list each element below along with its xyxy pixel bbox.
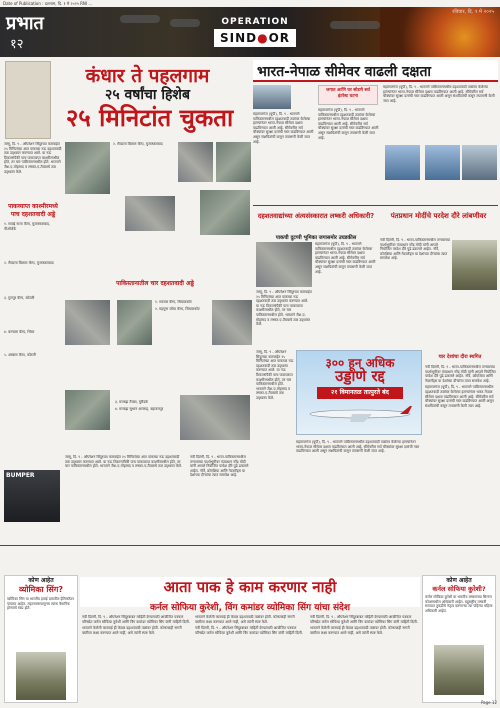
- flight-headline: [305, 357, 415, 383]
- lead-headline-line2: २५ वर्षांचा हिशेब: [105, 87, 190, 103]
- indo-nepal-headline: भारत-नेपाळ सीमेवर वाढली दक्षता: [253, 60, 498, 82]
- flight-body-text: जम्मू, दि. ९ - ऑपरेशन सिंदूरच्या कारवाईत २५ मिनिटांच्या आत पाकच्या नऊ दहशतवादी तळ उद्ध्वस्त करण्यात आले. या नऊ ठिकाणांपैकी पाच पाकव्याप्त काश्मीरमधील होते, तर चार पाकिस्तानमधील होते. भारताने जैश-ए-मोहम्मद व लष्कर-ए-तैयबाचे तळ उद्ध्वस्त केले.: [256, 350, 294, 400]
- list-item: १. सरजल कॅम्प, सियालकोट: [155, 300, 192, 304]
- sofia-box: [422, 575, 496, 703]
- operation-label: OPERATION: [221, 17, 289, 27]
- funeral-body-2: [256, 290, 312, 345]
- bottom-body-3: [310, 615, 418, 697]
- pm-body-2: [425, 365, 497, 515]
- page-footer: Page 12: [480, 700, 497, 705]
- camp-caption: [113, 142, 173, 194]
- list-item: ५. अब्बास कॅम्प, कोटली: [4, 352, 36, 357]
- list-item: ४. मरकझ सुभान अल्लाह, बहावलपूर: [115, 406, 164, 411]
- funeral-headline: दहशतवाद्यांच्या अंत्यसंस्कारात लष्करी अधिकारी?: [257, 212, 375, 220]
- flight-cancellation-graphic: [296, 350, 422, 435]
- list-item: १. सवाई नाला कॅम्प, मुजफ्फराबाद, पीओजेके: [4, 222, 51, 231]
- bumper-photo: [4, 470, 60, 522]
- satellite-photo: [180, 395, 250, 440]
- list-item: ३. मरकझ तैयबा, मुरीदके: [115, 400, 149, 404]
- pm-body-text: नवी दिल्ली, दि. ९ - भारत-पाकिस्तानमधील तणावाच्या पार्श्वभूमीवर पंतप्रधान नरेंद्र मोदी यांनी आपले नियोजित परदेश दौरे पुढे ढकलले आहेत. नॉर्वे, क्रोएशिया आणि नेदरलँड्स या देशांच्या दौऱ्यांचा त्यात समावेश आहे.: [380, 238, 450, 261]
- soldiers-photo: [253, 85, 291, 109]
- pok-section-title: पाकव्याप्त काश्मीरमध्ये पाच दहशतवादी अड्डे: [8, 203, 58, 218]
- jet-photo: [425, 145, 460, 180]
- bottom-body-text-1: नवी दिल्ली, दि. ९ - ऑपरेशन सिंदूरबाबत माहिती देण्यासाठी आयोजित पत्रकार परिषदेत कर्नल सोफिया कुरेशी आणि विंग कमांडर व्योमिका सिंग यांनी माहिती दिली.: [82, 615, 190, 624]
- pm-photo: [452, 240, 497, 290]
- publication-meta: Date of Publication : दशनाम, दि. १ मे २०२५ RNI ...: [3, 1, 93, 6]
- sofia-photo: [434, 645, 484, 695]
- vyomika-body-text: व्योमिका सिंग या भारतीय हवाई दलातील हेलिकॉप्टर पायलट आहेत. लहानपणापासूनच त्यांना वैमानिक होण्याचे स्वप्न होते.: [7, 597, 74, 611]
- lead-body-text: जम्मू, दि. ९ - ऑपरेशन सिंदूरच्या कारवाईत २५ मिनिटांच्या आत पाकच्या नऊ दहशतवादी तळ उद्ध्वस्त करण्यात आले. या नऊ ठिकाणांपैकी पाच पाकव्याप्त काश्मीरमधील होते, तर चार पाकिस्तानमधील होते. भारताने जैश-ए-मोहम्मद व लष्कर-ए-तैयबाचे तळ उद्ध्वस्त केले.: [4, 142, 62, 174]
- satellite-photo: [65, 142, 110, 194]
- funeral-subhead: पाकची दुटप्पी भूमिका जगासमोर उघडकीस: [275, 235, 357, 241]
- bottom-subheadline: कर्नल सोफिया कुरेशी, विंग कमांडर व्योमिका सिंग यांचा संदेश: [150, 603, 350, 613]
- bottom-body-text-2b: नवी दिल्ली, दि. ९ - ऑपरेशन सिंदूरबाबत माहिती देण्यासाठी आयोजित पत्रकार परिषदेत कर्नल सोफिया कुरेशी आणि विंग कमांडर व्योमिका सिंग यांनी माहिती दिली.: [195, 626, 303, 635]
- bottom-body-text-1b: भारताने केलेली कारवाई ही केवळ दहशतवादी तळांवर होती. कोणत्याही नागरी वस्तीला लक्ष्य करण्यात आले नाही, असे त्यांनी स्पष्ट केले.: [82, 626, 182, 635]
- pakistan-section-title: पाकिस्तानातील चार दहशतवादी अड्डे: [116, 280, 194, 287]
- sofia-box-title: कोण आहेत: [446, 577, 472, 584]
- bottom-body-2: [195, 615, 305, 697]
- vyomika-box: [4, 575, 78, 703]
- funeral-body: [315, 242, 377, 342]
- satellite-photo: [65, 300, 110, 345]
- mid-body-text-2: नवी दिल्ली, दि. ९ - भारत-पाकिस्तानमधील तणावाच्या पार्श्वभूमीवर पंतप्रधान नरेंद्र मोदी यांनी आपले नियोजित परदेश दौरे पुढे ढकलले आहेत. नॉर्वे, क्रोएशिया आणि नेदरलँड्स या देशांच्या दौऱ्यांचा त्यात समावेश आहे.: [190, 455, 249, 478]
- map-thumbnail: [5, 61, 51, 139]
- pm-body-text-3: महाराजगंज (यूपी), दि. ९ - भारताने पाकिस्तानमधील दहशतवादी तळांवर केलेल्या हल्ल्यांनंतर भारत-नेपाळ सीमेवर दक्षता वाढविण्यात आली आहे. सीमेवरील सर्व चौक्यांवर सुरक्षा दलांची गस्त वाढविण्यात आली असून संशयितांची कसून तपासणी केली जात आहे.: [425, 385, 494, 408]
- pm-body-text-2: नवी दिल्ली, दि. ९ - भारत-पाकिस्तानमधील तणावाच्या पार्श्वभूमीवर पंतप्रधान नरेंद्र मोदी यांनी आपले नियोजित परदेश दौरे पुढे ढकलले आहेत. नॉर्वे, क्रोएशिया आणि नेदरलँड्स या देशांच्या दौऱ्यांचा त्यात समावेश आहे.: [425, 365, 496, 383]
- edition-date: रविवार, दि. ९ मे २०२५: [452, 9, 494, 15]
- bottom-body-text-3: नवी दिल्ली, दि. ९ - ऑपरेशन सिंदूरबाबत माहिती देण्यासाठी आयोजित पत्रकार परिषदेत कर्नल सोफिया कुरेशी आणि विंग कमांडर व्योमिका सिंग यांनी माहिती दिली.: [310, 615, 418, 624]
- list-item: ४. बरनाला कॅम्प, भिंबर: [4, 330, 35, 335]
- bottom-body-text-3b: भारताने केलेली कारवाई ही केवळ दहशतवादी तळांवर होती. कोणत्याही नागरी वस्तीला लक्ष्य करण्यात आले नाही, असे त्यांनी स्पष्ट केले.: [310, 626, 410, 635]
- inset-box-title: जगात आणि घर सोडणे सर्व इंटरेस्ट घटना: [326, 88, 370, 99]
- camp-caption-text: २. सैयदना बिलाल कॅम्प, मुजफ्फराबाद: [113, 142, 163, 146]
- helicopter-icon: [170, 19, 200, 27]
- sofia-body-text: कर्नल सोफिया कुरेशी या भारतीय लष्कराच्या सिग्नल कोअरमधील अधिकारी आहेत. बहुराष्ट्रीय लष्करी सरावात तुकडीचे नेतृत्व करणाऱ्या त्या पहिल्या महिला अधिकारी आहेत.: [425, 595, 493, 613]
- pm-subhead: चार देशांचा दौरा स्थगित: [438, 354, 482, 360]
- airport-closure: २१ विमानतळ तात्पुरते बंद: [317, 387, 403, 399]
- indo-nepal-body-2: [318, 108, 380, 203]
- list-item: २. महमूना जोया कॅम्प, सियालकोट: [155, 306, 200, 311]
- pakistan-list: [155, 300, 210, 360]
- sindoor-left: SIND: [219, 31, 258, 45]
- airplane-icon: [302, 403, 418, 423]
- lead-headline-line1: कंधार ते पहलगाम: [85, 65, 210, 87]
- flight-body-2: [296, 440, 422, 520]
- bumper-label: BUMPER: [6, 472, 35, 479]
- divider: [0, 545, 500, 546]
- indo-nepal-body-text-3: महाराजगंज (यूपी), दि. ९ - भारताने पाकिस्तानमधील दहशतवादी तळांवर केलेल्या हल्ल्यांनंतर भारत-नेपाळ सीमेवर दक्षता वाढविण्यात आली आहे. सीमेवरील सर्व चौक्यांवर सुरक्षा दलांची गस्त वाढविण्यात आली असून संशयितांची कसून तपासणी केली जात आहे.: [383, 85, 495, 103]
- flight-body-text-2: महाराजगंज (यूपी), दि. ९ - भारताने पाकिस्तानमधील दहशतवादी तळांवर केलेल्या हल्ल्यांनंतर भारत-नेपाळ सीमेवर दक्षता वाढविण्यात आली आहे. सीमेवरील सर्व चौक्यांवर सुरक्षा दलांची गस्त वाढविण्यात आली असून संशयितांची कसून तपासणी केली जात आहे.: [296, 440, 420, 454]
- pok-list: [4, 222, 62, 392]
- bottom-body-text-2: भारताने केलेली कारवाई ही केवळ दहशतवादी तळांवर होती. कोणत्याही नागरी वस्तीला लक्ष्य करण्यात आले नाही, असे त्यांनी स्पष्ट केले.: [195, 615, 295, 624]
- mid-body: [65, 455, 185, 535]
- newspaper-logo: प्रभात: [6, 13, 44, 34]
- lead-body: [4, 142, 62, 202]
- vyomika-photo: [16, 652, 66, 700]
- funeral-body-text-2: जम्मू, दि. ९ - ऑपरेशन सिंदूरच्या कारवाईत २५ मिनिटांच्या आत पाकच्या नऊ दहशतवादी तळ उद्ध्वस्त करण्यात आले. या नऊ ठिकाणांपैकी पाच पाकव्याप्त काश्मीरमधील होते, तर चार पाकिस्तानमधील होते. भारताने जैश-ए-मोहम्मद व लष्कर-ए-तैयबाचे तळ उद्ध्वस्त केले.: [256, 290, 312, 327]
- bottom-headline: आता पाक हे काम करणार नाही: [163, 578, 337, 596]
- sofia-box-name: कर्नल सोफिया कुरेशी?: [432, 585, 486, 593]
- satellite-photo: [125, 196, 175, 231]
- satellite-photo: [65, 390, 110, 430]
- funeral-photo: [256, 242, 312, 287]
- flight-status: उड्डाणे रद्द: [335, 367, 385, 385]
- ship-photo: [462, 145, 497, 180]
- mid-body-2: [190, 455, 252, 535]
- lead-headline-line3: २५ मिनिटांत चुकता: [65, 104, 234, 132]
- list-item: ३. गुलपूर कॅम्प, कोटली: [4, 295, 35, 300]
- vyomika-box-name: व्योमिका सिंग?: [19, 585, 63, 594]
- funeral-body-text: महाराजगंज (यूपी), दि. ९ - भारताने पाकिस्तानमधील दहशतवादी तळांवर केलेल्या हल्ल्यांनंतर भारत-नेपाळ सीमेवर दक्षता वाढविण्यात आली आहे. सीमेवरील सर्व चौक्यांवर सुरक्षा दलांची गस्त वाढविण्यात आली असून संशयितांची कसून तपासणी केली जात आहे.: [315, 242, 376, 274]
- page-number: १२: [10, 37, 24, 52]
- flight-body: [256, 350, 294, 510]
- satellite-photo: [178, 142, 213, 182]
- sofia-body: [423, 593, 495, 643]
- indo-nepal-body-text-2: महाराजगंज (यूपी), दि. ९ - भारताने पाकिस्तानमधील दहशतवादी तळांवर केलेल्या हल्ल्यांनंतर भारत-नेपाळ सीमेवर दक्षता वाढविण्यात आली आहे. सीमेवरील सर्व चौक्यांवर सुरक्षा दलांची गस्त वाढविण्यात आली असून संशयितांची कसून तपासणी केली जात आहे.: [318, 108, 379, 140]
- bottom-body-1: [82, 615, 190, 697]
- satellite-photo: [117, 300, 152, 345]
- indo-nepal-body-text: महाराजगंज (यूपी), दि. ९ - भारताने पाकिस्तानमधील दहशतवादी तळांवर केलेल्या हल्ल्यांनंतर भारत-नेपाळ सीमेवर दक्षता वाढविण्यात आली आहे. सीमेवरील सर्व चौक्यांवर सुरक्षा दलांची गस्त वाढविण्यात आली असून संशयितांची कसून तपासणी केली जात आहे.: [253, 112, 314, 144]
- sindoor-right: OR: [268, 31, 291, 45]
- vyomika-body: [5, 595, 77, 650]
- indo-nepal-body-3: [383, 85, 496, 145]
- flight-count: ३०० हून अधिक: [325, 356, 395, 370]
- inset-box: [318, 85, 378, 105]
- divider: [253, 205, 498, 206]
- satellite-photo: [212, 300, 252, 345]
- list-item: २. सैयदना बिलाल कॅम्प, मुजफ्फराबाद: [4, 261, 54, 266]
- jet-icon: [330, 21, 380, 29]
- pakistan-list-2: [115, 400, 175, 450]
- indo-nepal-body: [253, 112, 315, 202]
- mid-body-text: जम्मू, दि. ९ - ऑपरेशन सिंदूरच्या कारवाईत २५ मिनिटांच्या आत पाकच्या नऊ दहशतवादी तळ उद्ध्वस्त करण्यात आले. या नऊ ठिकाणांपैकी पाच पाकव्याप्त काश्मीरमधील होते, तर चार पाकिस्तानमधील होते. भारताने जैश-ए-मोहम्मद व लष्कर-ए-तैयबाचे तळ उद्ध्वस्त केले.: [65, 455, 183, 469]
- satellite-photo: [200, 190, 250, 235]
- sindoor-dot-icon: ●: [257, 31, 269, 45]
- jet-photo: [385, 145, 420, 180]
- vyomika-box-title: कोण आहेत: [28, 577, 54, 584]
- pm-headline: पंतप्रधान मोदींचे परदेश दौरे लांबणीवर: [390, 212, 487, 220]
- sindoor-logo: [214, 29, 296, 47]
- satellite-photo: [216, 142, 251, 182]
- masthead: [0, 7, 500, 57]
- helicopter-icon: [120, 15, 160, 23]
- pm-body: [380, 238, 450, 318]
